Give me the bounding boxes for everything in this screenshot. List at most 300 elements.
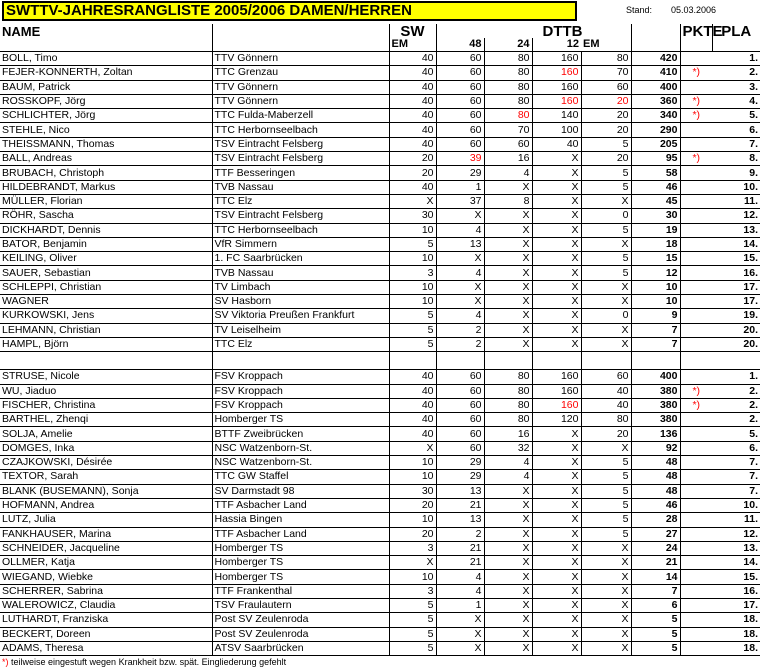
cell-dttb-24: 80 — [484, 52, 532, 66]
cell-name: WU, Jiaduo — [0, 384, 212, 398]
cell-em: X — [581, 295, 631, 309]
cell-name: SCHLEPPI, Christian — [0, 280, 212, 294]
cell-club: TV Limbach — [212, 280, 389, 294]
cell-sw: 5 — [389, 323, 436, 337]
cell-pkte: 400 — [631, 370, 680, 384]
cell-dttb-24: X — [484, 295, 532, 309]
cell-name: FEJER-KONNERTH, Zoltan — [0, 66, 212, 80]
cell-dttb-12: 160 — [532, 94, 581, 108]
cell-note — [680, 456, 712, 470]
cell-sw: 5 — [389, 613, 436, 627]
cell-dttb-24: X — [484, 598, 532, 612]
cell-club: TSV Eintracht Felsberg — [212, 209, 389, 223]
cell-dttb-12: 160 — [532, 384, 581, 398]
header-12: 12 — [532, 38, 581, 52]
table-row — [0, 456, 760, 470]
cell-dttb-12: X — [532, 613, 581, 627]
cell-pkte: 21 — [631, 556, 680, 570]
cell-pkte: 7 — [631, 323, 680, 337]
table-row — [0, 66, 760, 80]
cell-dttb-12: X — [532, 527, 581, 541]
cell-em: X — [581, 541, 631, 555]
cell-dttb-48: 4 — [436, 309, 484, 323]
header-sw: SW — [389, 24, 436, 38]
cell-name: BRUBACH, Christoph — [0, 166, 212, 180]
cell-dttb-24: 4 — [484, 456, 532, 470]
cell-sw: 40 — [389, 137, 436, 151]
cell-dttb-12: X — [532, 152, 581, 166]
cell-dttb-12: X — [532, 323, 581, 337]
cell-note — [680, 237, 712, 251]
cell-dttb-24: X — [484, 266, 532, 280]
cell-dttb-48: 37 — [436, 194, 484, 208]
cell-club: NSC Watzenborn-St. — [212, 456, 389, 470]
cell-em: X — [581, 237, 631, 251]
cell-name: ADAMS, Theresa — [0, 641, 212, 655]
cell-pkte: 7 — [631, 584, 680, 598]
cell-dttb-48: 1 — [436, 180, 484, 194]
table-row — [0, 527, 760, 541]
table-row — [0, 194, 760, 208]
cell-pkte: 205 — [631, 137, 680, 151]
cell-dttb-12: 160 — [532, 398, 581, 412]
cell-pkte: 5 — [631, 641, 680, 655]
cell-pla: 11. — [712, 194, 760, 208]
cell-em: 40 — [581, 398, 631, 412]
cell-dttb-24: X — [484, 527, 532, 541]
cell-pkte: 9 — [631, 309, 680, 323]
table-row — [0, 209, 760, 223]
cell-club: FSV Kroppach — [212, 398, 389, 412]
cell-dttb-12: 160 — [532, 66, 581, 80]
cell-dttb-24: X — [484, 570, 532, 584]
cell-dttb-24: X — [484, 541, 532, 555]
cell-em: 5 — [581, 137, 631, 151]
header-row-top — [0, 24, 760, 38]
ranking-table — [0, 24, 760, 656]
table-row — [0, 370, 760, 384]
cell-name: KURKOWSKI, Jens — [0, 309, 212, 323]
cell-note — [680, 166, 712, 180]
cell-pkte: 290 — [631, 123, 680, 137]
cell-pla: 19. — [712, 309, 760, 323]
cell-sw: 3 — [389, 584, 436, 598]
cell-em: 60 — [581, 80, 631, 94]
cell-pkte: 46 — [631, 498, 680, 512]
cell-note — [680, 209, 712, 223]
cell-dttb-12: X — [532, 237, 581, 251]
cell-dttb-12: 120 — [532, 413, 581, 427]
table-row — [0, 627, 760, 641]
header-em: EM — [389, 38, 436, 52]
cell-pla: 15. — [712, 252, 760, 266]
cell-note — [680, 323, 712, 337]
cell-pla: 14. — [712, 556, 760, 570]
cell-name: BARTHEL, Zhenqi — [0, 413, 212, 427]
cell-note: *) — [680, 398, 712, 412]
cell-club: VfR Simmern — [212, 237, 389, 251]
cell-pla: 4. — [712, 94, 760, 108]
cell-name: ROSSKOPF, Jörg — [0, 94, 212, 108]
cell-name: SOLJA, Amelie — [0, 427, 212, 441]
cell-club: Homberger TS — [212, 413, 389, 427]
cell-note — [680, 370, 712, 384]
cell-sw: 40 — [389, 123, 436, 137]
cell-club: Homberger TS — [212, 570, 389, 584]
cell-sw: 5 — [389, 309, 436, 323]
cell-em: 60 — [581, 370, 631, 384]
cell-dttb-12: X — [532, 513, 581, 527]
cell-pla: 15. — [712, 570, 760, 584]
cell-dttb-48: X — [436, 295, 484, 309]
cell-em: X — [581, 556, 631, 570]
cell-em: 5 — [581, 456, 631, 470]
cell-note — [680, 513, 712, 527]
cell-sw: 20 — [389, 527, 436, 541]
cell-note — [680, 252, 712, 266]
cell-pla: 2. — [712, 66, 760, 80]
women-section — [0, 370, 760, 656]
cell-pkte: 5 — [631, 613, 680, 627]
cell-dttb-12: X — [532, 456, 581, 470]
cell-pkte: 12 — [631, 266, 680, 280]
cell-sw: 40 — [389, 384, 436, 398]
cell-dttb-12: X — [532, 209, 581, 223]
header-pkte: PKTE — [680, 24, 712, 38]
cell-pkte: 18 — [631, 237, 680, 251]
table-row — [0, 598, 760, 612]
cell-name: LUTHARDT, Franziska — [0, 613, 212, 627]
cell-dttb-24: X — [484, 641, 532, 655]
cell-name: BATOR, Benjamin — [0, 237, 212, 251]
cell-dttb-12: 140 — [532, 109, 581, 123]
cell-sw: 40 — [389, 413, 436, 427]
cell-pla: 12. — [712, 527, 760, 541]
cell-dttb-24: X — [484, 556, 532, 570]
cell-pkte: 24 — [631, 541, 680, 555]
cell-dttb-12: X — [532, 441, 581, 455]
cell-note — [680, 413, 712, 427]
cell-em: 70 — [581, 66, 631, 80]
cell-dttb-24: X — [484, 498, 532, 512]
cell-club: FSV Kroppach — [212, 370, 389, 384]
cell-dttb-12: X — [532, 309, 581, 323]
cell-note — [680, 570, 712, 584]
cell-club: TTC Grenzau — [212, 66, 389, 80]
cell-note — [680, 123, 712, 137]
cell-sw: 10 — [389, 456, 436, 470]
header-pla: PLA — [721, 22, 752, 40]
cell-name: SCHERRER, Sabrina — [0, 584, 212, 598]
cell-sw: 40 — [389, 180, 436, 194]
cell-note — [680, 598, 712, 612]
cell-sw: X — [389, 556, 436, 570]
cell-name: BLANK (BUSEMANN), Sonja — [0, 484, 212, 498]
cell-pkte: 95 — [631, 152, 680, 166]
cell-pla: 6. — [712, 441, 760, 455]
cell-sw: 30 — [389, 209, 436, 223]
cell-pkte: 58 — [631, 166, 680, 180]
cell-dttb-48: 60 — [436, 370, 484, 384]
cell-dttb-12: X — [532, 280, 581, 294]
cell-em: 20 — [581, 123, 631, 137]
cell-dttb-48: 60 — [436, 413, 484, 427]
cell-em: 5 — [581, 223, 631, 237]
cell-dttb-24: 80 — [484, 66, 532, 80]
cell-dttb-12: X — [532, 556, 581, 570]
cell-dttb-24: 32 — [484, 441, 532, 455]
table-row — [0, 584, 760, 598]
cell-pkte: 6 — [631, 598, 680, 612]
cell-club: Post SV Zeulenroda — [212, 627, 389, 641]
cell-club: TTC Elz — [212, 194, 389, 208]
cell-note — [680, 641, 712, 655]
cell-sw: 5 — [389, 337, 436, 351]
cell-dttb-48: 4 — [436, 266, 484, 280]
cell-dttb-24: 16 — [484, 427, 532, 441]
cell-dttb-12: X — [532, 484, 581, 498]
cell-dttb-48: 60 — [436, 427, 484, 441]
cell-sw: 5 — [389, 598, 436, 612]
cell-pla: 8. — [712, 152, 760, 166]
cell-note: *) — [680, 94, 712, 108]
table-row — [0, 556, 760, 570]
cell-dttb-12: X — [532, 427, 581, 441]
header-name: NAME — [0, 24, 212, 38]
cell-pkte: 410 — [631, 66, 680, 80]
table-row — [0, 541, 760, 555]
cell-dttb-24: X — [484, 337, 532, 351]
cell-pkte: 92 — [631, 441, 680, 455]
cell-note — [680, 337, 712, 351]
cell-dttb-12: X — [532, 584, 581, 598]
header-48: 48 — [436, 38, 484, 52]
cell-club: ATSV Saarbrücken — [212, 641, 389, 655]
cell-note — [680, 280, 712, 294]
cell-dttb-24: X — [484, 627, 532, 641]
cell-em: X — [581, 598, 631, 612]
cell-pkte: 48 — [631, 456, 680, 470]
table-row — [0, 613, 760, 627]
table-row — [0, 266, 760, 280]
cell-em: X — [581, 323, 631, 337]
cell-sw: 40 — [389, 52, 436, 66]
cell-sw: X — [389, 441, 436, 455]
cell-pla: 7. — [712, 470, 760, 484]
cell-pkte: 48 — [631, 484, 680, 498]
cell-club: TTF Asbacher Land — [212, 527, 389, 541]
cell-dttb-24: 16 — [484, 152, 532, 166]
cell-dttb-24: 8 — [484, 194, 532, 208]
cell-dttb-12: 100 — [532, 123, 581, 137]
cell-name: HAMPL, Björn — [0, 337, 212, 351]
cell-name: THEISSMANN, Thomas — [0, 137, 212, 151]
cell-note — [680, 484, 712, 498]
cell-em: 5 — [581, 470, 631, 484]
cell-em: 5 — [581, 498, 631, 512]
cell-name: STRUSE, Nicole — [0, 370, 212, 384]
cell-em: 5 — [581, 527, 631, 541]
table-row — [0, 427, 760, 441]
cell-note: *) — [680, 152, 712, 166]
table-row — [0, 384, 760, 398]
cell-pla: 16. — [712, 266, 760, 280]
table-row — [0, 470, 760, 484]
table-row — [0, 484, 760, 498]
cell-dttb-24: X — [484, 323, 532, 337]
cell-name: BAUM, Patrick — [0, 80, 212, 94]
cell-note — [680, 441, 712, 455]
cell-pla: 5. — [712, 427, 760, 441]
cell-pla: 7. — [712, 456, 760, 470]
cell-pkte: 420 — [631, 52, 680, 66]
cell-em: 20 — [581, 152, 631, 166]
table-row — [0, 223, 760, 237]
cell-pkte: 45 — [631, 194, 680, 208]
cell-pkte: 380 — [631, 413, 680, 427]
table-row — [0, 513, 760, 527]
cell-club: TTC Herbornseelbach — [212, 223, 389, 237]
cell-club: TTC Elz — [212, 337, 389, 351]
cell-note: *) — [680, 66, 712, 80]
cell-note — [680, 556, 712, 570]
table-row — [0, 323, 760, 337]
cell-club: TTF Frankenthal — [212, 584, 389, 598]
header-24: 24 — [484, 38, 532, 52]
cell-note — [680, 527, 712, 541]
table-row — [0, 252, 760, 266]
cell-em: X — [581, 584, 631, 598]
table-row — [0, 109, 760, 123]
cell-note — [680, 80, 712, 94]
cell-pla: 7. — [712, 137, 760, 151]
cell-note — [680, 470, 712, 484]
cell-pla: 20. — [712, 323, 760, 337]
cell-pla: 13. — [712, 223, 760, 237]
cell-pla: 17. — [712, 295, 760, 309]
cell-pla: 20. — [712, 337, 760, 351]
table-row — [0, 413, 760, 427]
cell-pla: 7. — [712, 484, 760, 498]
section-spacer — [0, 352, 760, 370]
header-row-bottom — [0, 38, 760, 52]
cell-note — [680, 223, 712, 237]
cell-dttb-12: 160 — [532, 80, 581, 94]
cell-name: SCHLICHTER, Jörg — [0, 109, 212, 123]
cell-dttb-24: 4 — [484, 166, 532, 180]
table-row — [0, 123, 760, 137]
table-row — [0, 166, 760, 180]
cell-dttb-24: X — [484, 180, 532, 194]
cell-dttb-24: 80 — [484, 413, 532, 427]
cell-dttb-48: 1 — [436, 598, 484, 612]
cell-dttb-24: X — [484, 309, 532, 323]
footnote-text: teilweise eingestuft wegen Krankheit bzw. spät. Eingliederung gefehlt — [8, 657, 287, 667]
cell-club: TTV Gönnern — [212, 52, 389, 66]
cell-sw: 10 — [389, 470, 436, 484]
cell-dttb-48: 29 — [436, 456, 484, 470]
cell-dttb-24: X — [484, 280, 532, 294]
cell-em: X — [581, 570, 631, 584]
cell-dttb-48: 4 — [436, 584, 484, 598]
cell-club: TTF Besseringen — [212, 166, 389, 180]
cell-pkte: 15 — [631, 252, 680, 266]
cell-pkte: 14 — [631, 570, 680, 584]
cell-pla: 10. — [712, 498, 760, 512]
cell-em: X — [581, 613, 631, 627]
cell-name: BALL, Andreas — [0, 152, 212, 166]
spacer-row — [0, 352, 760, 370]
cell-pla: 1. — [712, 52, 760, 66]
cell-dttb-24: X — [484, 209, 532, 223]
cell-dttb-12: X — [532, 295, 581, 309]
stand-label: Stand: — [626, 5, 653, 15]
cell-pkte: 7 — [631, 337, 680, 351]
cell-pkte: 19 — [631, 223, 680, 237]
cell-pla: 9. — [712, 166, 760, 180]
cell-dttb-24: X — [484, 613, 532, 627]
header-dttb: DTTB — [436, 24, 631, 38]
cell-club: Hassia Bingen — [212, 513, 389, 527]
table-row — [0, 137, 760, 151]
cell-pkte: 10 — [631, 280, 680, 294]
cell-em: 80 — [581, 52, 631, 66]
cell-sw: 20 — [389, 498, 436, 512]
cell-name: FANKHAUSER, Marina — [0, 527, 212, 541]
cell-note — [680, 295, 712, 309]
cell-club: SV Darmstadt 98 — [212, 484, 389, 498]
cell-pla: 5. — [712, 109, 760, 123]
cell-sw: 40 — [389, 370, 436, 384]
cell-club: TVB Nassau — [212, 266, 389, 280]
cell-name: FISCHER, Christina — [0, 398, 212, 412]
cell-name: DICKHARDT, Dennis — [0, 223, 212, 237]
cell-name: RÖHR, Sascha — [0, 209, 212, 223]
cell-dttb-48: 39 — [436, 152, 484, 166]
cell-club: TVB Nassau — [212, 180, 389, 194]
cell-name: OLLMER, Katja — [0, 556, 212, 570]
cell-em: 5 — [581, 252, 631, 266]
cell-pla: 16. — [712, 584, 760, 598]
cell-pkte: 48 — [631, 470, 680, 484]
cell-pkte: 380 — [631, 398, 680, 412]
cell-em: 40 — [581, 384, 631, 398]
cell-dttb-12: X — [532, 598, 581, 612]
cell-pla: 17. — [712, 598, 760, 612]
cell-dttb-48: 60 — [436, 80, 484, 94]
cell-sw: 10 — [389, 295, 436, 309]
cell-name: HOFMANN, Andrea — [0, 498, 212, 512]
cell-pkte: 10 — [631, 295, 680, 309]
cell-dttb-48: X — [436, 641, 484, 655]
cell-dttb-48: 13 — [436, 513, 484, 527]
cell-dttb-24: X — [484, 223, 532, 237]
cell-sw: 10 — [389, 223, 436, 237]
cell-name: BOLL, Timo — [0, 52, 212, 66]
cell-em: 5 — [581, 166, 631, 180]
cell-name: STEHLE, Nico — [0, 123, 212, 137]
table-row — [0, 237, 760, 251]
cell-sw: 40 — [389, 398, 436, 412]
cell-club: Homberger TS — [212, 541, 389, 555]
footnote — [2, 657, 286, 667]
cell-note — [680, 52, 712, 66]
cell-em: X — [581, 441, 631, 455]
cell-dttb-12: X — [532, 194, 581, 208]
cell-name: SAUER, Sebastian — [0, 266, 212, 280]
cell-dttb-24: 80 — [484, 370, 532, 384]
cell-em: X — [581, 641, 631, 655]
